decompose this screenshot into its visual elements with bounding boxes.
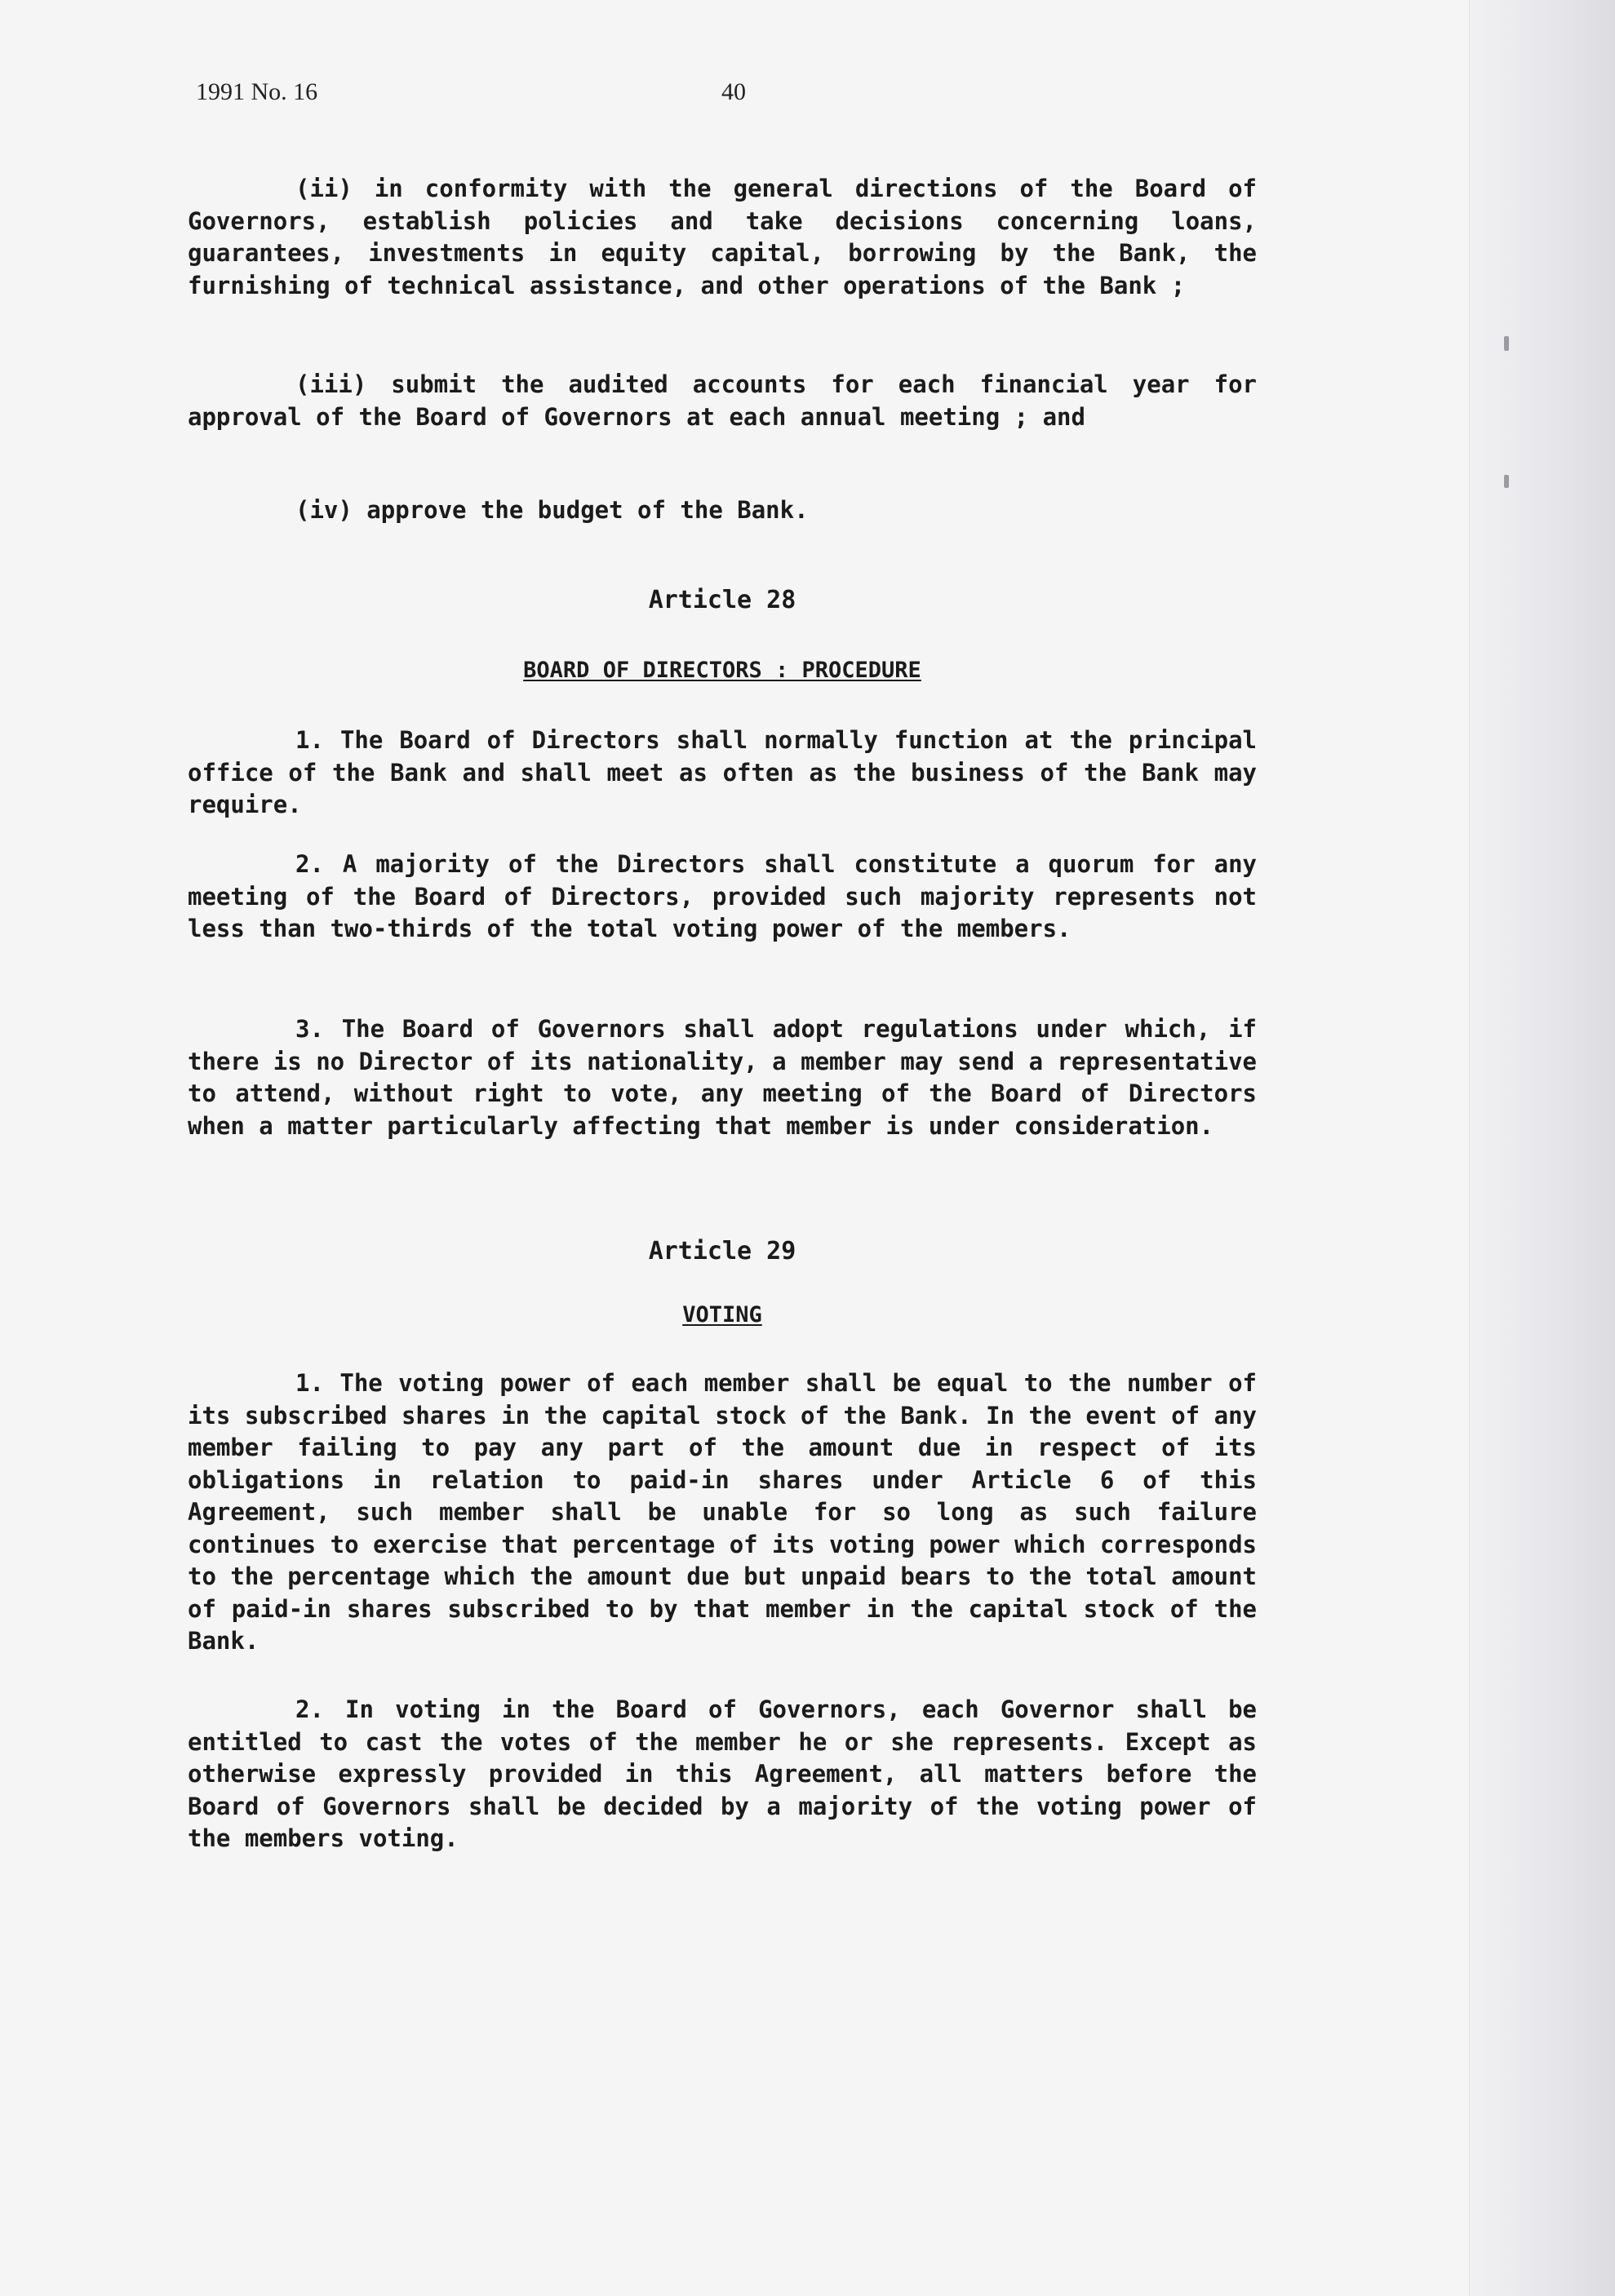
article-28-title: Article 28 bbox=[648, 586, 796, 614]
page-number: 40 bbox=[721, 78, 746, 105]
article-29-title: Article 29 bbox=[648, 1237, 796, 1265]
document-reference: 1991 No. 16 bbox=[196, 78, 318, 105]
paragraph-iii: (iii) submit the audited accounts for each financial year for approval of the Board of Governors at each annual meeting ; and bbox=[188, 370, 1257, 431]
article-29-paragraph-2: 2. In voting in the Board of Governors, each Governor shall be entitled to cast the votes of the member he or she represents. Except as otherwise expressly provided in this Agreement, all matters before the Board of Governors shall be decided by a majority of the voting power of the members voting. bbox=[188, 1695, 1257, 1852]
article-28-paragraph-1: 1. The Board of Directors shall normally function at the principal office of the Bank and shall meet as often as the business of the Bank may require. bbox=[188, 726, 1257, 818]
binding-mark bbox=[1504, 475, 1509, 488]
article-28-paragraph-3: 3. The Board of Governors shall adopt regulations under which, if there is no Director of its nationality, a member may send a representative to attend, without right to vote, any meeting of the Board of Directors when a matter particularly affecting that member is under consideration. bbox=[188, 1015, 1257, 1140]
article-28-heading: BOARD OF DIRECTORS : PROCEDURE bbox=[523, 658, 921, 683]
paragraph-ii: (ii) in conformity with the general directions of the Board of Governors, establish policies and take decisions concerning loans, guarantees, investments in equity capital, borrowing by the Bank, the furnishing of technical assistance, and other operations of the Bank ; bbox=[188, 175, 1257, 299]
page-edge-shadow bbox=[1469, 0, 1615, 2296]
paragraph-iv: (iv) approve the budget of the Bank. bbox=[295, 496, 809, 524]
article-29-heading: VOTING bbox=[682, 1302, 762, 1328]
article-29-paragraph-1: 1. The voting power of each member shall be equal to the number of its subscribed shares in the capital stock of the Bank. In the event of any member failing to pay any part of the amount due in respect of its obligations in relation to paid-in shares under Article 6 of this Agreement, such member shall be unable for so long as such failure continues to exercise that percentage of its voting power which corresponds to the percentage which the amount due but unpaid bears to the total amount of paid-in shares subscribed to by that member in the capital stock of the Bank. bbox=[188, 1369, 1257, 1655]
binding-mark bbox=[1504, 336, 1509, 351]
article-28-paragraph-2: 2. A majority of the Directors shall constitute a quorum for any meeting of the Board of Directors, provided such majority represents not less than two-thirds of the total voting power of the members. bbox=[188, 850, 1257, 942]
